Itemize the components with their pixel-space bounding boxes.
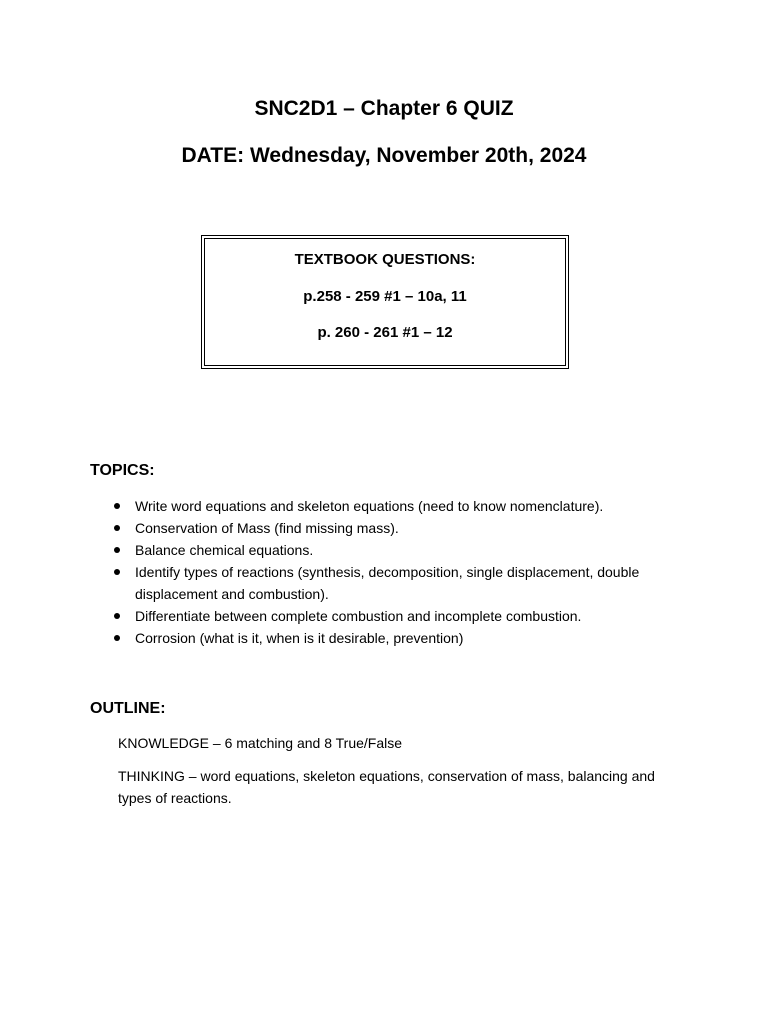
page-title: SNC2D1 – Chapter 6 QUIZ [254, 97, 514, 120]
topic-text: Write word equations and skeleton equations (need to know nomenclature). [135, 498, 604, 514]
bullet-icon [114, 569, 120, 575]
list-item [90, 627, 690, 649]
list-item [90, 561, 690, 605]
bullet-icon [114, 613, 120, 619]
textbook-questions-heading: TEXTBOOK QUESTIONS: [294, 251, 476, 268]
textbook-pages-line: p.258 - 259 #1 – 10a, 11 [303, 288, 467, 305]
bullet-icon [114, 525, 120, 531]
list-item [90, 495, 690, 517]
list-item [90, 517, 690, 539]
outline-thinking-text: THINKING – word equations, skeleton equations, conservation of mass, balancing and types of reactions. [118, 768, 655, 806]
topic-text: Corrosion (what is it, when is it desirable, prevention) [135, 630, 464, 646]
topics-heading: TOPICS: [90, 462, 155, 479]
topic-text: Conservation of Mass (find missing mass). [135, 520, 399, 536]
topic-text: Differentiate between complete combustion and incomplete combustion. [135, 608, 582, 624]
topic-text: Identify types of reactions (synthesis, decomposition, single displacement, double displacement and combustion). [135, 564, 640, 602]
topics-list [90, 495, 690, 649]
bullet-icon [114, 503, 120, 509]
outline-heading: OUTLINE: [90, 700, 166, 717]
list-item [90, 539, 690, 561]
quiz-date: DATE: Wednesday, November 20th, 2024 [181, 144, 587, 167]
bullet-icon [114, 635, 120, 641]
list-item [90, 605, 690, 627]
outline-knowledge-text: KNOWLEDGE – 6 matching and 8 True/False [118, 735, 403, 751]
textbook-questions-box [201, 235, 569, 369]
topic-text: Balance chemical equations. [135, 542, 314, 558]
textbook-pages-line: p. 260 - 261 #1 – 12 [317, 324, 453, 341]
bullet-icon [114, 547, 120, 553]
